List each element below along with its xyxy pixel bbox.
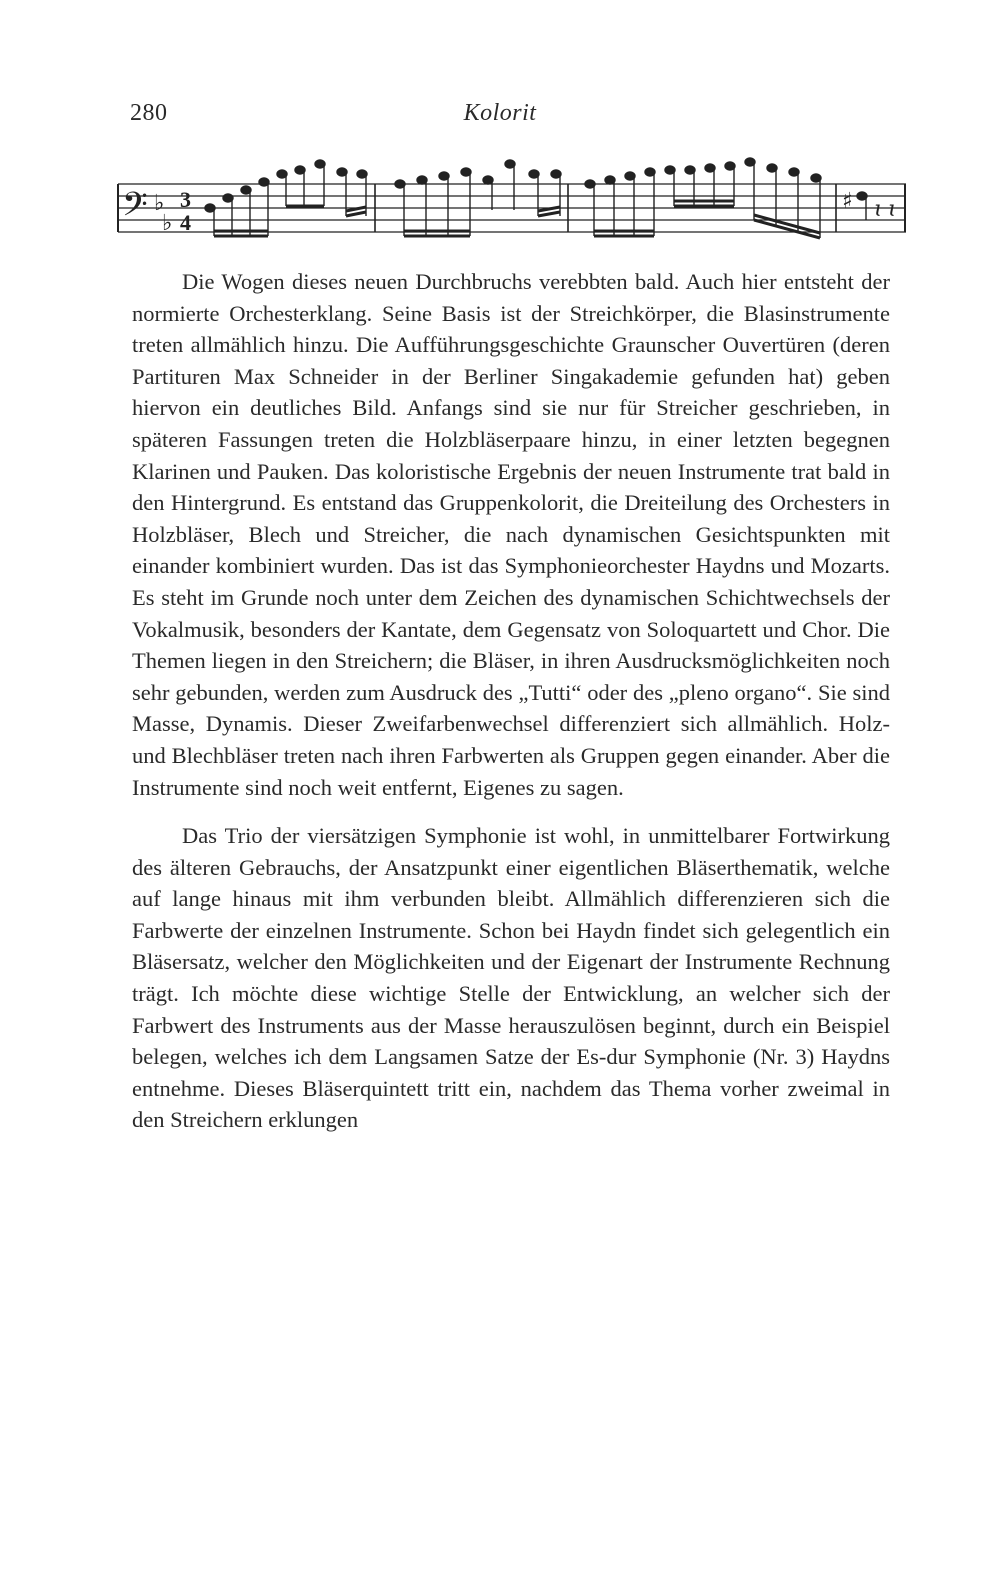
body-text [132, 266, 890, 1136]
svg-text:ɩ: ɩ [888, 197, 897, 222]
svg-text:♭: ♭ [154, 191, 165, 216]
bass-clef-score-excerpt-icon [110, 150, 910, 250]
page-number: 280 [130, 100, 168, 126]
time-signature-bottom: 4 [180, 210, 191, 235]
time-signature-top: 3 [180, 187, 191, 212]
svg-text:ɩ: ɩ [874, 197, 883, 222]
svg-text:♭: ♭ [162, 211, 173, 236]
paragraph-1: Die Wogen dieses neuen Durchbruchs verebbten bald. Auch hier entsteht der normierte Orchesterklang. Seine Basis ist der Streichkörper, die Blasinstrumente treten allmählich hinzu. Die Aufführungsgeschichte Graunscher Ouvertüren (deren Partituren Max Schneider in der Berliner Singakademie gefunden hat) geben hiervon ein deutliches Bild. Anfangs sind sie nur für Streicher geschrieben, in späteren Fassungen treten die Holzbläserpaare hinzu, in einer letzten begegnen Klarinen und Pauken. Das koloristische Ergebnis der neuen Instrumente trat bald in den Hintergrund. Es entstand das Gruppenkolorit, die Dreiteilung des Orchesters in Holzbläser, Blech und Streicher, die nach dynamischen Gesichtspunkten mit einander kombiniert wurden. Das ist das Symphonieorchester Haydns und Mozarts. Es steht im Grunde noch unter dem Zeichen des dynamischen Schichtwechsels der Vokalmusik, besonders der Kantate, dem Gegensatz von Soloquartett und Chor. Die Themen liegen in den Streichern; die Bläser, in ihren Ausdrucksmöglichkeiten noch sehr gebunden, werden zum Ausdruck des „Tutti“ oder des „pleno organo“. Sie sind Masse, Dynamis. Dieser Zweifarbenwechsel differenziert sich allmählich. Holz- und Blechbläser treten nach ihren Farbwerten als Gruppen gegen einander. Aber die Instrumente sind noch weit entfernt, Eigenes zu sagen. [132, 269, 890, 800]
paragraph-2: Das Trio der viersätzigen Symphonie ist wohl, in unmittelbarer Fortwirkung des älteren Gebrauchs, der Ansatzpunkt einer eigentlichen Bläserthematik, welche auf lange hinaus mit ihm verbunden bleibt. Allmählich differenzieren sich die Farbwerte der einzelnen Instrumente. Schon bei Haydn findet sich gelegentlich ein Bläsersatz, welcher den Möglichkeiten und der Eigenart der Instrumente Rechnung trägt. Ich möchte diese wichtige Stelle der Entwicklung, an welcher sich der Farbwert des Instruments aus der Masse herauszulösen beginnt, durch ein Beispiel belegen, welches ich dem Langsamen Satze der Es-dur Symphonie (Nr. 3) Haydns entnehme. Dieses Bläserquintett tritt ein, nachdem das Thema vorher zweimal in den Streichern erklungen [132, 823, 890, 1133]
running-head: Kolorit [463, 100, 537, 126]
svg-text:♯: ♯ [842, 189, 853, 214]
bass-clef-icon: 𝄢 [122, 186, 148, 232]
